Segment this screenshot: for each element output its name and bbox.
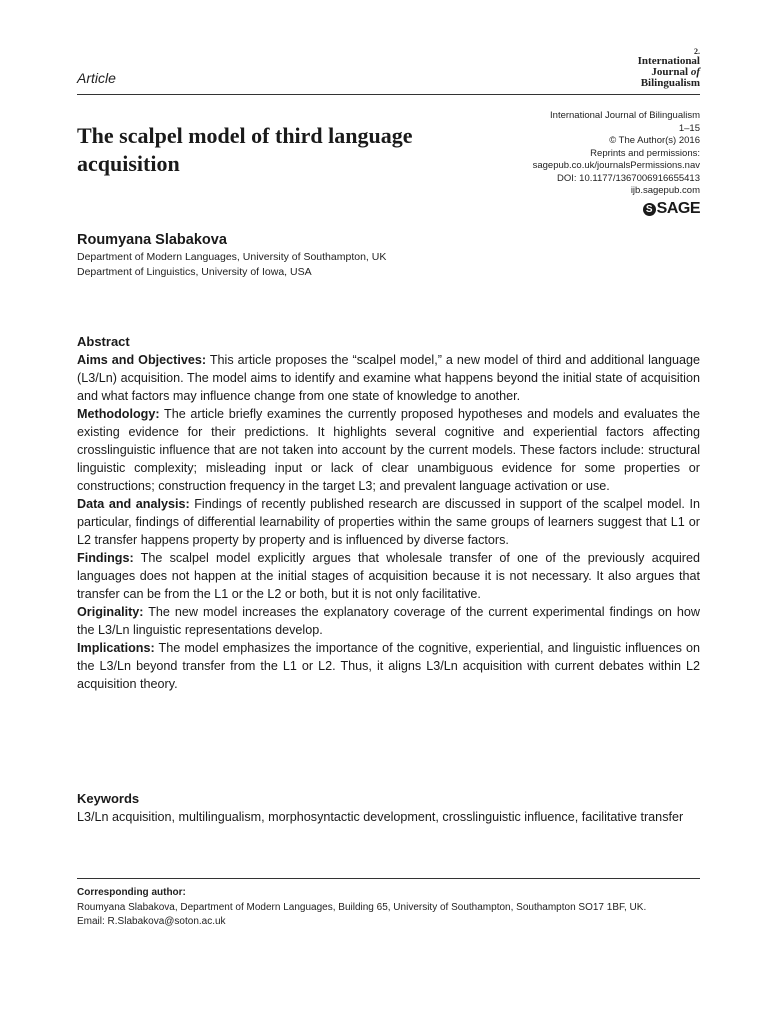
corresponding-author [77,886,700,930]
affiliation-2: Department of Linguistics, University of Iowa, USA [77,265,312,278]
journal-logo-line2-b: of [690,66,700,78]
corresponding-author-heading: Corresponding author: [77,887,186,898]
doi[interactable]: DOI: 10.1177/1367006916655413 [557,172,700,184]
journal-logo-line3: Bilingualism [640,77,700,89]
article-title: The scalpel model of third language acquisition [77,123,413,176]
author-name: Roumyana Slabakova [77,232,227,248]
abstract-implications [77,639,700,693]
abstract-aims-label: Aims and Objectives: [77,353,207,367]
abstract-originality-label: Originality: [77,605,144,619]
copyright: © The Author(s) 2016 [609,135,700,146]
abstract-methodology-label: Methodology: [77,407,160,421]
abstract-findings-text: The scalpel model explicitly argues that wholesale transfer of one of the previously acquired languages does not happen at the initial stages of acquisition because it is not necessary. It also argues that transfer can be from the L1 or the L2 or both, but it is not only facilitative. [77,551,700,601]
article-type-label: Article [77,70,116,86]
journal-logo [638,48,700,89]
abstract-heading: Abstract [77,334,130,349]
abstract-findings [77,549,700,603]
footer-divider [77,878,700,879]
journal-logo-line1: International [637,55,700,67]
keywords [77,790,700,826]
sage-logo-text: SAGE [656,200,700,217]
abstract [77,333,700,693]
abstract-implications-text: The model emphasizes the importance of the cognitive, experiential, and linguistic influences on the L3/Ln beyond transfer from the L1 or L2. Thus, it aligns L3/Ln acquisition with current debates within L2 acquisition theory. [77,641,700,691]
permissions-link[interactable]: sagepub.co.uk/journalsPermissions.nav [532,160,700,171]
corresponding-author-address: Roumyana Slabakova, Department of Modern Languages, Building 65, University of Southampton, Southampton SO17 1BF, UK. [77,901,647,913]
keywords-heading: Keywords [77,791,140,806]
sage-logo-icon: S [643,203,656,216]
author-affiliations [77,250,386,279]
abstract-implications-label: Implications: [77,641,155,655]
keywords-list: L3/Ln acquisition, multilingualism, morphosyntactic development, crosslinguistic influence, facilitative transfer [77,810,684,824]
publication-info [533,110,700,198]
sage-logo [643,200,700,218]
abstract-methodology [77,405,700,495]
abstract-data-analysis-label: Data and analysis: [77,497,190,511]
journal-logo-mark: 2. [694,47,700,56]
page-range: 1–15 [678,122,700,134]
journal-name: International Journal of Bilingualism [550,110,700,121]
abstract-methodology-text: The article briefly examines the currently proposed hypotheses and models and evaluates the existing evidence for their predictions. It highlights several cognitive and experiential factors affecting crosslinguistic influence that are not taken into account by the current models. These factors include: structural linguistic complexity; misleading input or lack of clear unambiguous evidence for some properties or constructions; construction frequency in the target L3; and prevalent language activation or use. [77,407,700,493]
abstract-aims [77,351,700,405]
abstract-originality [77,603,700,639]
abstract-data-analysis [77,495,700,549]
journal-site-link[interactable]: ijb.sagepub.com [630,185,700,196]
abstract-originality-text: The new model increases the explanatory coverage of the current experimental findings on how the L3/Ln linguistic representations develop. [77,605,700,637]
reprints-label: Reprints and permissions: [590,147,700,159]
corresponding-author-email[interactable]: Email: R.Slabakova@soton.ac.uk [77,916,226,927]
abstract-findings-label: Findings: [77,551,134,565]
header-divider [77,94,700,95]
abstract-aims-text: This article proposes the “scalpel model,” a new model of third and additional language (L3/Ln) acquisition. The model aims to identify and examine what happens beyond the initial state of acquisition and what factors may influence change from one state of knowledge to another. [77,353,701,403]
journal-logo-line2-a: Journal [651,66,691,78]
abstract-data-analysis-text: Findings of recently published research are discussed in support of the scalpel model. In particular, findings of differential learnability of properties within the same groups of learners suggest that L1 or L2 transfer happens property by property and is influenced by diverse factors. [77,497,700,547]
affiliation-1: Department of Modern Languages, University of Southampton, UK [77,251,387,263]
